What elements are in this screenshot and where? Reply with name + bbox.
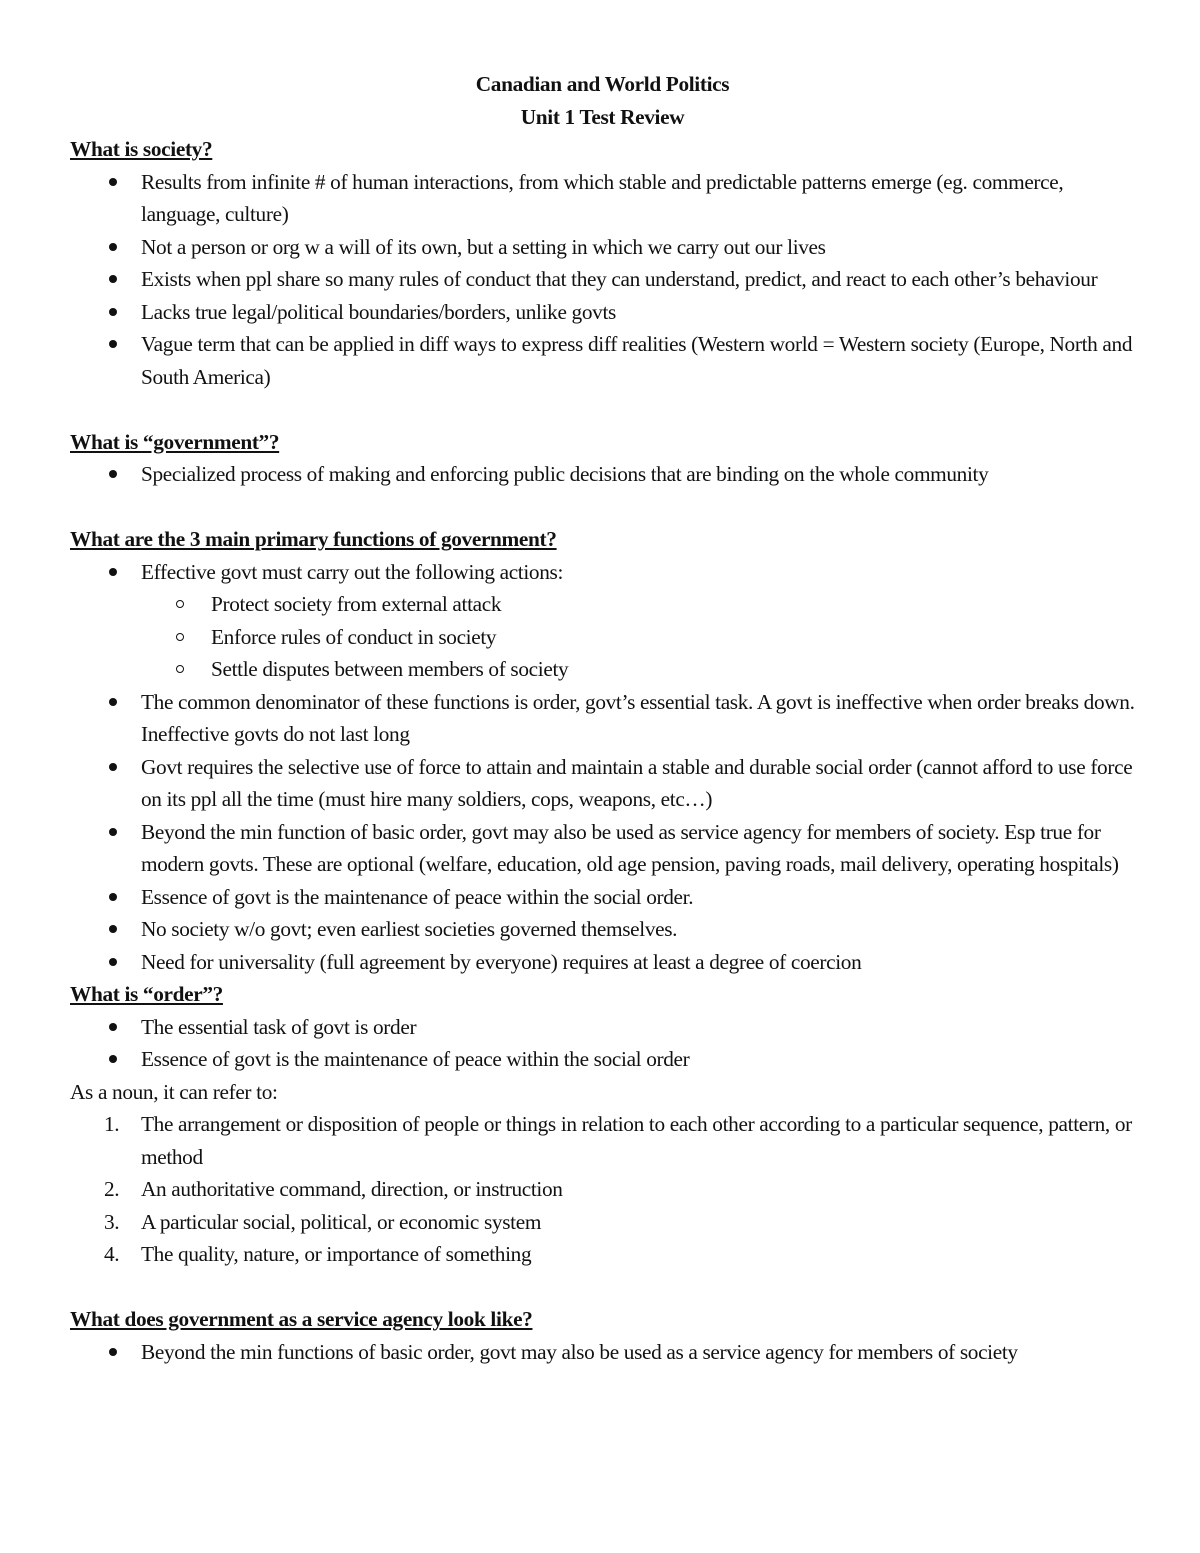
bullet-icon	[109, 925, 117, 933]
bullet-icon	[109, 275, 117, 283]
bullet-icon	[109, 893, 117, 901]
list-item: Not a person or org w a will of its own, but a setting in which we carry out our lives	[70, 231, 1135, 264]
document-title: Canadian and World Politics	[475, 72, 730, 96]
sub-list-item: Enforce rules of conduct in society	[70, 621, 1135, 654]
sub-list-item: Protect society from external attack	[70, 588, 1135, 621]
bullet-icon	[109, 470, 117, 478]
list-item: Exists when ppl share so many rules of conduct that they can understand, predict, and react to each other’s behaviour	[70, 263, 1135, 296]
bullet-icon	[109, 763, 117, 771]
document-page	[70, 68, 1135, 1368]
list-item: Need for universality (full agreement by everyone) requires at least a degree of coercion	[70, 946, 1135, 979]
list-item: Essence of govt is the maintenance of peace within the social order.	[70, 881, 1135, 914]
heading-government: What is “government”?	[70, 429, 280, 454]
bullet-icon	[109, 958, 117, 966]
document-subtitle: Unit 1 Test Review	[520, 104, 685, 129]
functions-bullet-list	[70, 556, 1135, 979]
heading-society: What is society?	[70, 137, 213, 161]
bullet-icon	[109, 178, 117, 186]
bullet-icon	[109, 568, 117, 576]
list-item: Lacks true legal/political boundaries/borders, unlike govts	[70, 296, 1135, 329]
hollow-bullet-icon	[176, 600, 184, 608]
hollow-bullet-icon	[176, 665, 184, 673]
order-bullet-list	[70, 1011, 1135, 1076]
list-item: Beyond the min functions of basic order, govt may also be used as a service agency for members of society	[70, 1336, 1135, 1369]
list-item: The common denominator of these functions is order, govt’s essential task. A govt is ineffective when order breaks down. Ineffective govts do not last long	[70, 686, 1135, 751]
bullet-icon	[109, 1023, 117, 1031]
service-bullet-list	[70, 1336, 1135, 1369]
bullet-icon	[109, 243, 117, 251]
list-item: Essence of govt is the maintenance of peace within the social order	[70, 1043, 1135, 1076]
bullet-icon	[109, 340, 117, 348]
list-item: No society w/o govt; even earliest societies governed themselves.	[70, 913, 1135, 946]
list-item: Specialized process of making and enforcing public decisions that are binding on the whole community	[70, 458, 1135, 491]
numbered-item: 4. The quality, nature, or importance of something	[104, 1242, 532, 1266]
list-item: Vague term that can be applied in diff ways to express diff realities (Western world = Western society (Europe, North and South America)	[70, 328, 1135, 393]
society-bullet-list	[70, 166, 1135, 394]
heading-functions: What are the 3 main primary functions of government?	[70, 527, 557, 551]
order-numbered-list	[70, 1108, 1135, 1271]
numbered-item: 1. The arrangement or disposition of people or things in relation to each other according to a particular sequence, pattern, or method	[104, 1112, 1132, 1169]
numbered-item: 3. A particular social, political, or economic system	[104, 1209, 542, 1234]
hollow-bullet-icon	[176, 633, 184, 641]
list-item: The essential task of govt is order	[70, 1011, 1135, 1044]
list-item: Govt requires the selective use of force to attain and maintain a stable and durable social order (cannot afford to use force on its ppl all the time (must hire many soldiers, cops, weapons, etc…)	[70, 751, 1135, 816]
list-item: Results from infinite # of human interactions, from which stable and predictable patterns emerge (eg. commerce, language, culture)	[70, 166, 1135, 231]
order-noun-intro: As a noun, it can refer to:	[70, 1079, 278, 1104]
list-item: Effective govt must carry out the following actions:	[70, 556, 1135, 589]
government-bullet-list	[70, 458, 1135, 491]
heading-service-agency: What does government as a service agency look like?	[70, 1307, 533, 1331]
bullet-icon	[109, 308, 117, 316]
heading-order: What is “order”?	[70, 982, 223, 1006]
bullet-icon	[109, 1348, 117, 1356]
list-item: Beyond the min function of basic order, govt may also be used as service agency for members of society. Esp true for modern govts. These are optional (welfare, education, old age pension, paving roads, mail delivery, operating hospitals)	[70, 816, 1135, 881]
bullet-icon	[109, 828, 117, 836]
bullet-icon	[109, 698, 117, 706]
sub-list-item: Settle disputes between members of society	[70, 653, 1135, 686]
bullet-icon	[109, 1055, 117, 1063]
numbered-item: 2. An authoritative command, direction, or instruction	[104, 1177, 563, 1201]
